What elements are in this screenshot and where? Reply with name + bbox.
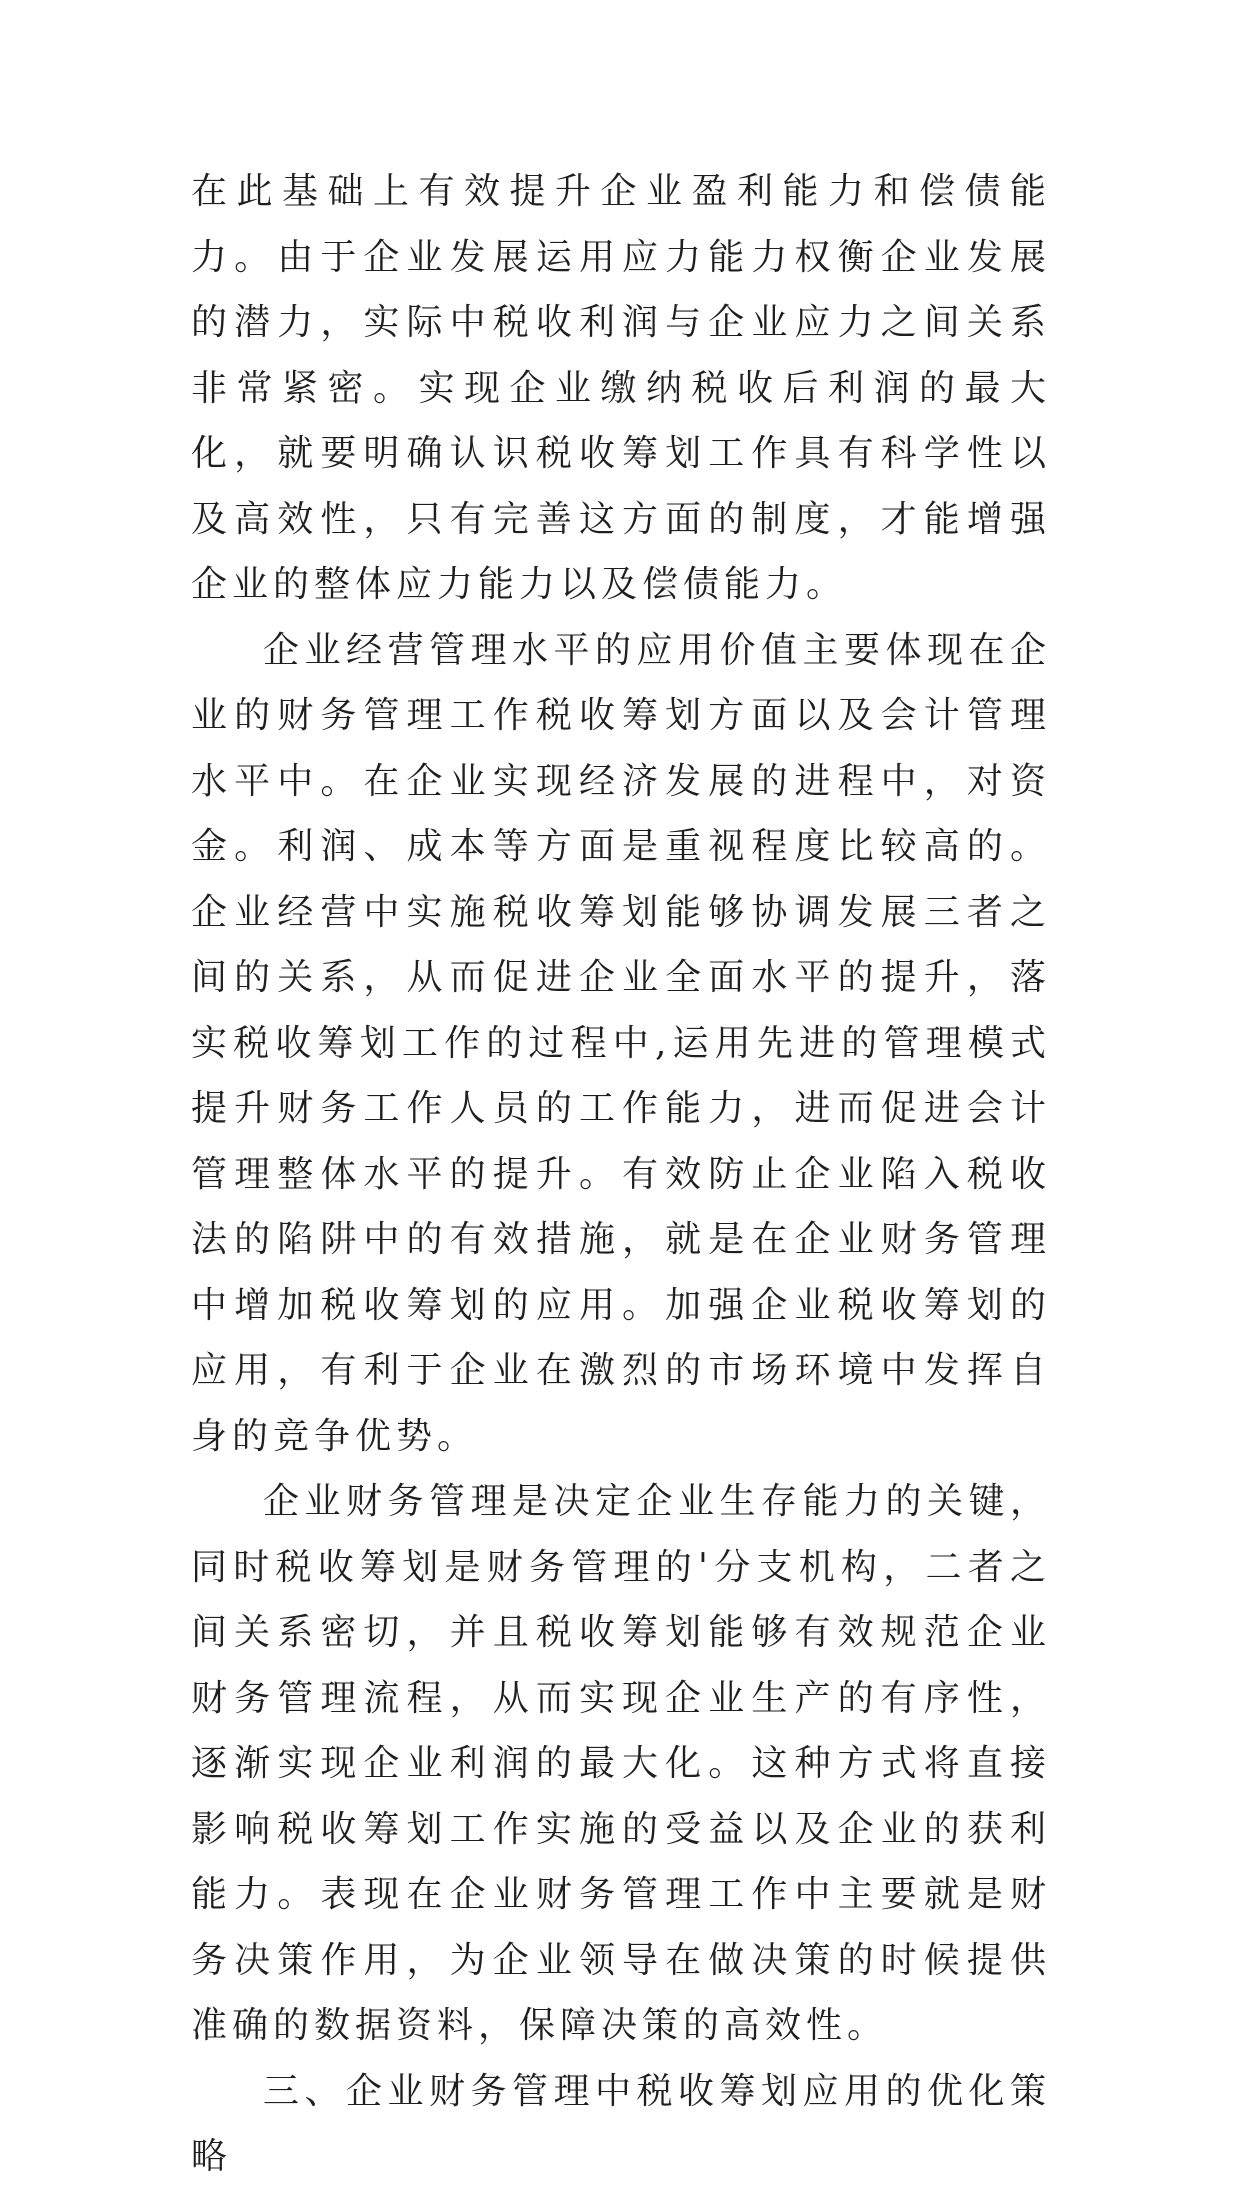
section-heading: 三、企业财务管理中税收筹划应用的优化策略 [191,2070,1051,2177]
paragraph-financial-management: 企业财务管理是决定企业生存能力的关键，同时税收筹划是财务管理的'分支机构，二者之间关系密切，并且税收筹划能够有效规范企业财务管理流程，从而实现企业生产的有序性，逐渐实现企业利润的最大化。这种方式将直接影响税收筹划工作实施的受益以及企业的获利能力。表现在企业财务管理工作中主要就是财务决策作用，为企业领导在做决策的时候提供准确的数据资料，保障决策的高效性。 [191,1481,1051,2046]
paragraph-management-value: 企业经营管理水平的应用价值主要体现在企业的财务管理工作税收筹划方面以及会计管理水平中。在企业实现经济发展的进程中，对资金。利润、成本等方面是重视程度比较高的。企业经营中实施税收筹划能够协调发展三者之间的关系，从而促进企业全面水平的提升，落实税收筹划工作的过程中,运用先进的管理模式提升财务工作人员的工作能力，进而促进会计管理整体水平的提升。有效防止企业陷入税收法的陷阱中的有效措施，就是在企业财务管理中增加税收筹划的应用。加强企业税收筹划的应用，有利于企业在激烈的市场环境中发挥自身的竞争优势。 [191,629,1051,1457]
paragraph-continued: 在此基础上有效提升企业盈利能力和偿债能力。由于企业发展运用应力能力权衡企业发展的潜力，实际中税收利润与企业应力之间关系非常紧密。实现企业缴纳税收后利润的最大化，就要明确认识税收筹划工作具有科学性以及高效性，只有完善这方面的制度，才能增强企业的整体应力能力以及偿债能力。 [191,171,1051,605]
document-body [191,159,1051,2190]
